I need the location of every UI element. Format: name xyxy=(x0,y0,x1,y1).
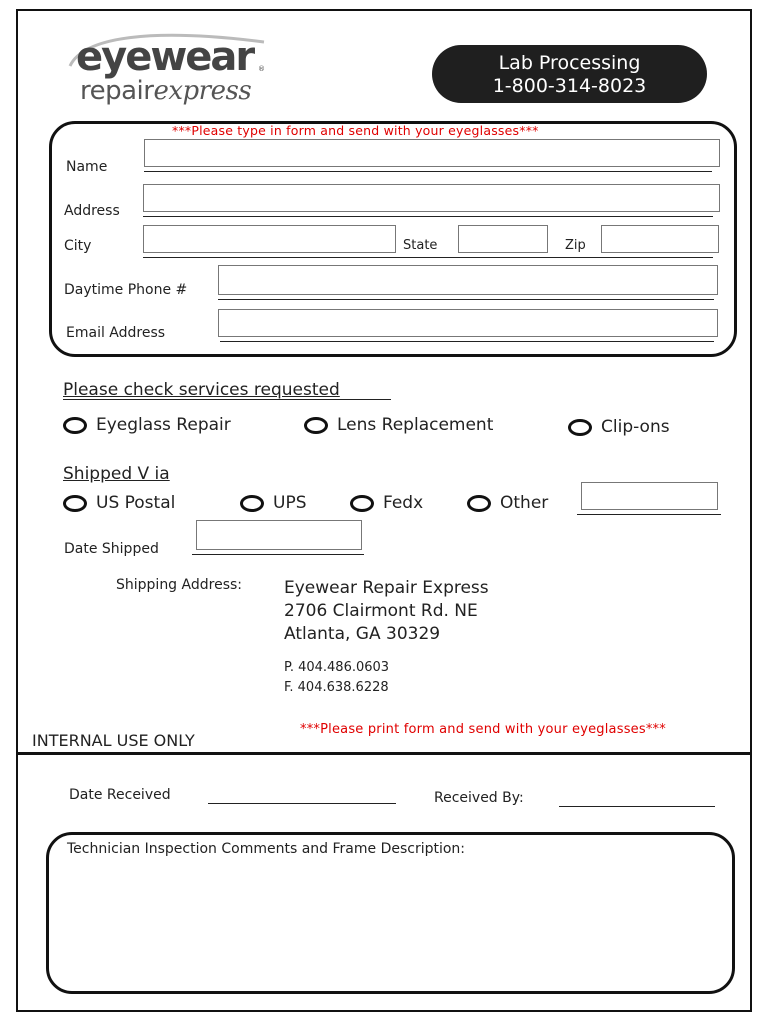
address-label: Address xyxy=(64,203,120,219)
phone-input[interactable] xyxy=(218,265,718,295)
received-by-line[interactable] xyxy=(559,806,715,807)
email-input[interactable] xyxy=(218,309,718,337)
service-clip-ons-label: Clip-ons xyxy=(601,417,670,437)
phone-underline xyxy=(218,299,714,300)
radio-circle-icon[interactable] xyxy=(467,495,491,512)
state-label: State xyxy=(403,238,438,253)
date-shipped-label: Date Shipped xyxy=(64,541,159,557)
logo-repair-express xyxy=(80,76,251,106)
city-underline xyxy=(143,257,713,258)
logo-express-text: express xyxy=(153,76,252,106)
logo-repair-text: repair xyxy=(80,76,154,106)
internal-use-label: INTERNAL USE ONLY xyxy=(32,731,195,750)
radio-circle-icon[interactable] xyxy=(63,417,87,434)
email-underline xyxy=(220,341,714,342)
radio-circle-icon[interactable] xyxy=(350,495,374,512)
lab-phone: 1-800-314-8023 xyxy=(492,75,647,97)
shipping-fax: F. 404.638.6228 xyxy=(284,680,389,695)
service-eyeglass-repair[interactable] xyxy=(63,415,231,435)
shipped-via-heading: Shipped V ia xyxy=(63,464,170,484)
zip-input[interactable] xyxy=(601,225,719,253)
received-by-label: Received By: xyxy=(434,790,524,806)
shipping-phone: P. 404.486.0603 xyxy=(284,660,390,675)
shipping-address-line: Atlanta, GA 30329 xyxy=(284,624,441,644)
radio-circle-icon[interactable] xyxy=(568,419,592,436)
address-input[interactable] xyxy=(143,184,720,212)
name-label: Name xyxy=(66,159,108,175)
name-underline xyxy=(144,171,712,172)
ship-fedx[interactable] xyxy=(350,493,423,513)
internal-divider xyxy=(16,752,752,755)
ship-ups[interactable] xyxy=(240,493,307,513)
date-shipped-input[interactable] xyxy=(196,520,362,550)
ship-other-underline xyxy=(577,514,721,515)
ship-other-input[interactable] xyxy=(581,482,718,510)
lab-processing-badge xyxy=(432,45,707,103)
print-instruction: ***Please print form and send with your eyeglasses*** xyxy=(300,722,666,737)
technician-comments-label: Technician Inspection Comments and Frame Description: xyxy=(67,841,466,857)
lab-title: Lab Processing xyxy=(498,52,641,74)
email-label: Email Address xyxy=(66,325,166,341)
zip-label: Zip xyxy=(565,238,586,253)
shipping-address-block xyxy=(284,577,489,698)
service-eyeglass-repair-label: Eyeglass Repair xyxy=(96,415,231,435)
services-heading-underline xyxy=(63,399,391,400)
service-lens-replacement-label: Lens Replacement xyxy=(337,415,494,435)
date-received-label: Date Received xyxy=(69,787,171,803)
shipping-address-line: Eyewear Repair Express xyxy=(284,578,489,598)
type-instruction: ***Please type in form and send with your eyeglasses*** xyxy=(172,123,539,138)
ship-other-label: Other xyxy=(500,493,549,513)
address-underline xyxy=(143,216,713,217)
date-shipped-underline xyxy=(192,554,364,555)
ship-other[interactable] xyxy=(467,493,548,513)
ship-us-postal-label: US Postal xyxy=(96,493,176,513)
logo-eyewear: eyewear xyxy=(76,34,254,80)
shipping-address-label: Shipping Address: xyxy=(116,577,242,593)
shipping-address-line: 2706 Clairmont Rd. NE xyxy=(284,601,478,621)
phone-label: Daytime Phone # xyxy=(64,282,188,298)
ship-fedx-label: Fedx xyxy=(383,493,424,513)
service-lens-replacement[interactable] xyxy=(304,415,493,435)
radio-circle-icon[interactable] xyxy=(304,417,328,434)
logo-trademark: ® xyxy=(258,65,265,73)
date-received-line[interactable] xyxy=(208,803,396,804)
radio-circle-icon[interactable] xyxy=(63,495,87,512)
city-label: City xyxy=(64,238,92,254)
services-heading: Please check services requested xyxy=(63,380,340,400)
city-input[interactable] xyxy=(143,225,396,253)
state-input[interactable] xyxy=(458,225,548,253)
ship-ups-label: UPS xyxy=(273,493,307,513)
service-clip-ons[interactable] xyxy=(568,417,670,437)
name-input[interactable] xyxy=(144,139,720,167)
ship-us-postal[interactable] xyxy=(63,493,175,513)
radio-circle-icon[interactable] xyxy=(240,495,264,512)
